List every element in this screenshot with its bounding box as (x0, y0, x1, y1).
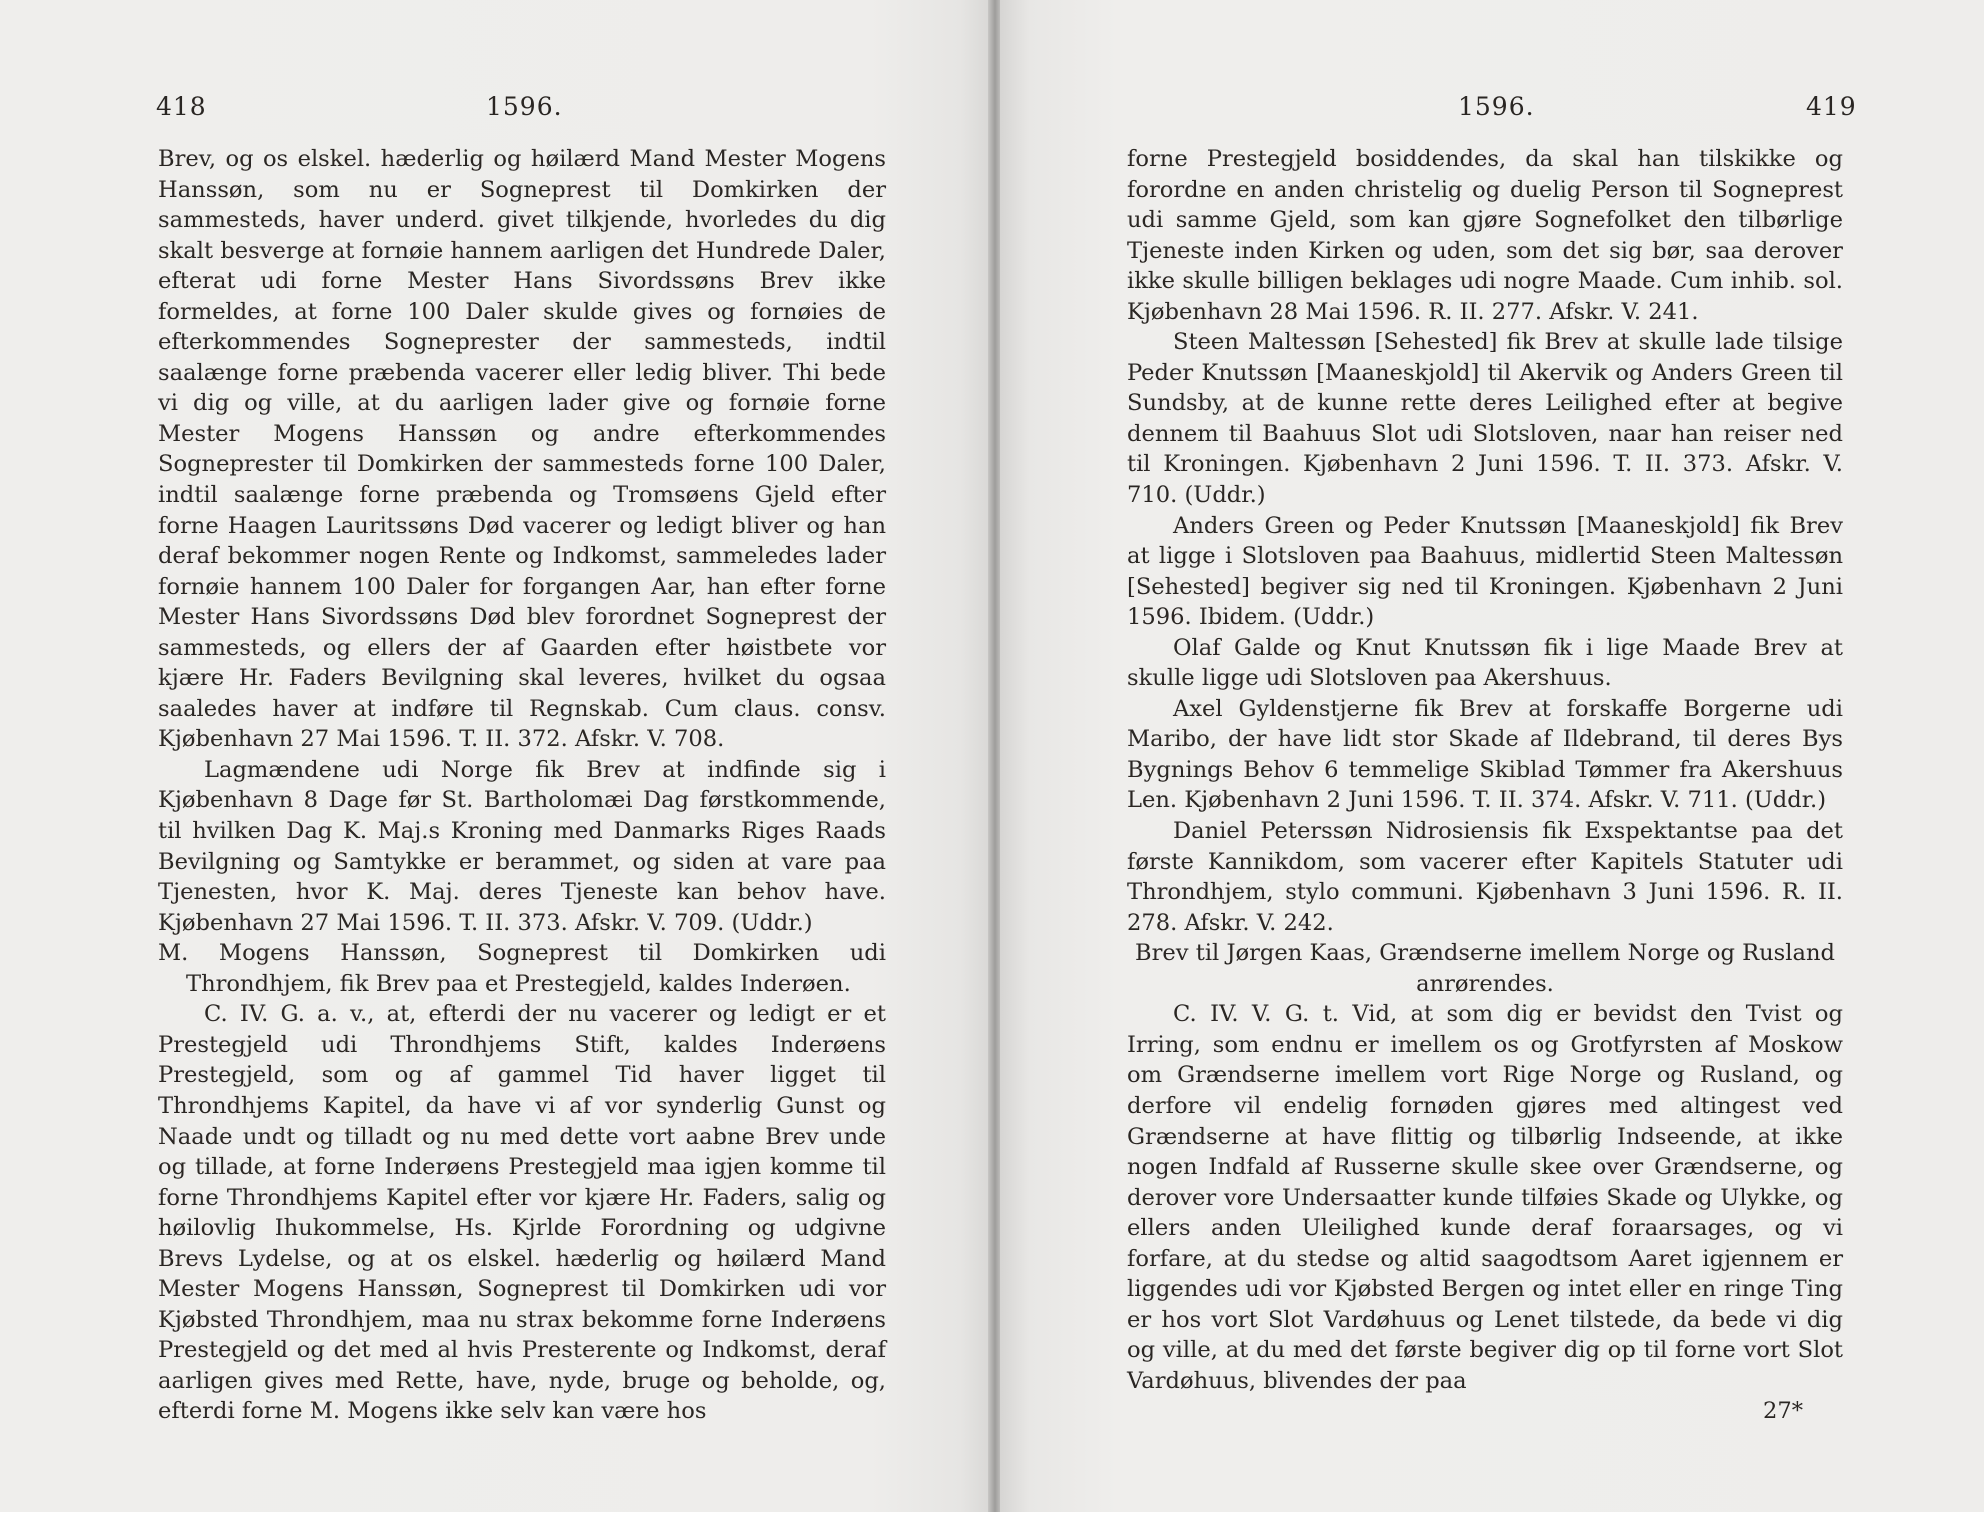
paragraph: Olaf Galde og Knut Knutssøn fik i lige Maade Brev at skulle ligge udi Slotsloven paa Akershuus. (1127, 634, 1843, 692)
page-number: 418 (156, 92, 207, 121)
page-number: 419 (1806, 92, 1857, 121)
paragraph: C. IV. G. a. v., at, efterdi der nu vacerer og ledigt er et Prestegjeld udi Throndhjems Stift, kaldes Inderøens Prestegjeld, som og af gammel Tid haver ligget til Throndhjems Kapitel, da have vi af vor synderlig Gunst og Naade undt og tilladt og nu med dette vort aabne Brev unde og tillade, at forne Inderøens Prestegjeld maa igjen komme til forne Throndhjems Kapitel efter vor kjære Hr. Faders, salig og høilovlig Ihukommelse, Hs. Kjrlde Forordning og udgivne Brevs Lydelse, og at os elskel. hæderlig og høilærd Mand Mester Mogens Hanssøn, Sogneprest til Domkirken udi vor Kjøbsted Throndhjem, maa nu strax bekomme forne Inderøens Prestegjeld og det med al hvis Presterente og Indkomst, deraf aarligen gives med Rette, have, nyde, bruge og beholde, og, efterdi forne M. Mogens ikke selv kan være hos (158, 1001, 886, 1425)
left-page (0, 0, 990, 1512)
paragraph: Steen Maltessøn [Sehested] fik Brev at skulle lade tilsige Peder Knutssøn [Maaneskjold] til Akervik og Anders Green til Sundsby, at de kunne rette deres Leilighed efter at begive dennem til Baahuus Slot udi Slotsloven, naar han reiser ned til Kroningen. Kjøbenhavn 2 Juni 1596. T. II. 373. Afskr. V. 710. (Uddr.) (1127, 329, 1843, 509)
signature-mark: 27* (1762, 1398, 1803, 1425)
section-heading: Brev til Jørgen Kaas, Grændserne imellem Norge og Rusland anrørendes. (1135, 940, 1835, 997)
paragraph: forne Prestegjeld bosiddendes, da skal han tilskikke og forordne en anden christelig og duelig Person til Sogneprest udi samme Gjeld, som kan gjøre Sognefolket den tilbørlige Tjeneste inden Kirken og uden, som det sig bør, saa derover ikke skulle billigen beklages udi nogre Maade. Cum inhib. sol. Kjøbenhavn 28 Mai 1596. R. II. 277. Afskr. V. 241. (1127, 146, 1843, 325)
paragraph: Axel Gyldenstjerne fik Brev at forskaffe Borgerne udi Maribo, der have lidt stor Skade af Ildebrand, til deres Bys Bygnings Behov 6 temmelige Skiblad Tømmer fra Akershuus Len. Kjøbenhavn 2 Juni 1596. T. II. 374. Afskr. V. 711. (Uddr.) (1127, 695, 1843, 814)
running-header-year: 1596. (486, 92, 563, 121)
paragraph: Daniel Peterssøn Nidrosiensis fik Exspektantse paa det første Kannikdom, som vacerer efter Kapitels Statuter udi Throndhjem, stylo communi. Kjøbenhavn 3 Juni 1596. R. II. 278. Afskr. V. 242. (1127, 818, 1843, 936)
paragraph: C. IV. V. G. t. Vid, at som dig er bevidst den Tvist og Irring, som endnu er imellem os og Grotfyrsten af Moskow om Grændserne imellem vort Rige Norge og Rusland, og derfore vil endelig fornøden gjøres med altingest ved Grændserne at have flittig og tilbørlig Indseende, at ikke nogen Indfald af Russerne skulle skee over Grændserne, og derover vore Undersaatter kunde tilføies Skade og Ulykke, og ellers anden Uleilighed kunde deraf foraarsages, og vi forfare, at du stedse og altid saagodtsom Aaret igjennem er liggendes udi vor Kjøbsted Bergen og intet eller en ringe Ting er hos vort Slot Vardøhuus og Lenet tilstede, da bede vi dig og ville, at du med det første begiver dig op til forne vort Slot Vardøhuus, blivendes der paa (1127, 1001, 1843, 1394)
scan-margin (0, 1512, 1984, 1536)
paragraph: Brev, og os elskel. hæderlig og høilærd Mand Mester Mogens Hanssøn, som nu er Sogneprest til Domkirken der sammesteds, haver underd. givet tilkjende, hvorledes du dig skalt besverge at fornøie hannem aarligen det Hundrede Daler, efterat udi forne Mester Hans Sivordssøns Brev ikke formeldes, at forne 100 Daler skulde gives og fornøies de efterkommendes Sogneprester der sammesteds, indtil saalænge forne præbenda vacerer eller ledig bliver. Thi bede vi dig og ville, at du aarligen lader give og fornøie forne Mester Mogens Hanssøn og andre efterkommendes Sogneprester til Domkirken der sammesteds forne 100 Daler, indtil saalænge forne præbenda og Tromsøens Gjeld efter forne Haagen Lauritssøns Død vacerer og ledigt bliver og han deraf bekommer nogen Rente og Indkomst, sammeledes lader fornøie hannem 100 Daler for forgangen Aar, han efter forne Mester Hans Sivordssøns Død blev forordnet Sogneprest der sammesteds, og ellers der af Gaarden efter høistbete vor kjære Hr. Faders Bevilgning skal leveres, hvilket du ogsaa saaledes haver at indføre til Regnskab. Cum claus. consv. Kjøbenhavn 27 Mai 1596. T. II. 372. Afskr. V. 708. (158, 146, 886, 753)
paragraph: Lagmændene udi Norge fik Brev at indfinde sig i Kjøbenhavn 8 Dage før St. Bartholomæi Dag førstkommende, til hvilken Dag K. Maj.s Kroning med Danmarks Riges Raads Bevilgning og Samtykke er berammet, og siden at vare paa Tjenesten, hvor K. Maj. deres Tjeneste kan behov have. Kjøbenhavn 27 Mai 1596. T. II. 373. Afskr. V. 709. (Uddr.) (158, 756, 886, 936)
right-page-body (1127, 144, 1843, 1427)
paragraph-heading: M. Mogens Hanssøn, Sogneprest til Domkirken udi Throndhjem, fik Brev paa et Prestegjeld, kaldes Inderøen. (158, 940, 886, 997)
paragraph: Anders Green og Peder Knutssøn [Maaneskjold] fik Brev at ligge i Slotsloven paa Baahuus, midlertid Steen Maltessøn [Sehested] begiver sig ned til Kroningen. Kjøbenhavn 2 Juni 1596. Ibidem. (Uddr.) (1127, 512, 1843, 631)
left-page-body (158, 144, 886, 1427)
running-header-year: 1596. (1458, 92, 1535, 121)
right-page (1000, 0, 1984, 1512)
